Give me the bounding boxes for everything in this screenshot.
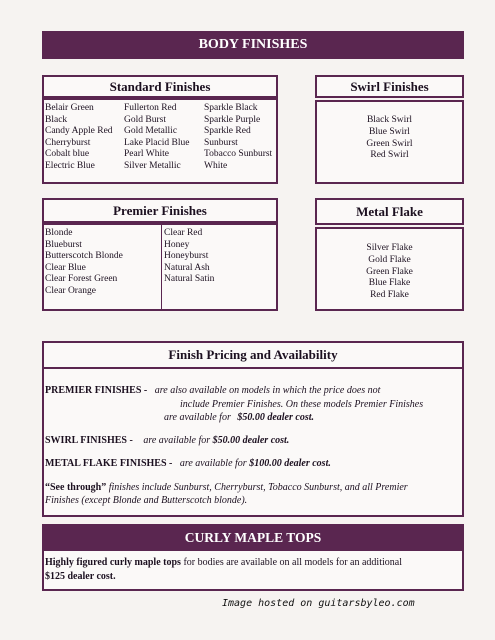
premier-pricing-line-2: include Premier Finishes. On these models Premier Finishes [180, 399, 424, 410]
curly-maple-text: for bodies are available on all models for an additional [183, 557, 402, 568]
watermark-text: Image hosted on guitarsbyleo.com [222, 598, 415, 609]
swirl-pricing-line [45, 434, 289, 448]
premier-pricing-line-3 [164, 411, 314, 425]
standard-col-3 [204, 103, 272, 172]
list-item: Blue Flake [368, 278, 411, 289]
curly-maple-line-1 [45, 556, 465, 570]
metal-pricing-label: METAL FLAKE FINISHES - [45, 458, 173, 469]
list-item: Clear Red [164, 228, 203, 238]
metal-pricing-pre: are available for [179, 458, 247, 469]
see-through-label: “See through” [45, 482, 107, 493]
standard-col-1 [45, 103, 113, 172]
list-item: Blueburst [45, 239, 82, 250]
list-item: Honey [164, 239, 190, 250]
premier-pricing-label: PREMIER FINISHES - [45, 385, 148, 396]
premier-pricing-price: $50.00 dealer cost. [237, 412, 314, 423]
premier-finishes-heading: Premier Finishes [113, 203, 207, 218]
standard-finishes-heading: Standard Finishes [109, 79, 211, 94]
list-item: Belair Green [45, 103, 94, 113]
list-item: Candy Apple Red [45, 126, 113, 136]
swirl-pricing-label: SWIRL FINISHES - [45, 435, 133, 446]
list-item: Honeyburst [164, 251, 209, 261]
see-through-line-2: Finishes (except Blonde and Butterscotch blonde). [45, 495, 248, 506]
list-item: Clear Orange [45, 285, 96, 296]
premier-finishes-title [42, 198, 278, 223]
standard-col-2 [124, 103, 189, 172]
list-item: Sparkle Black [204, 103, 258, 113]
see-through-text: finishes include Sunburst, Cherryburst, Tobacco Sunburst, and all Premier [108, 482, 408, 493]
list-item: Lake Placid Blue [124, 137, 190, 148]
premier-pricing-line-1 [45, 384, 465, 398]
metal-flake-heading: Metal Flake [356, 204, 423, 219]
standard-finishes-box [42, 98, 278, 184]
pricing-box [42, 369, 464, 517]
premier-col-1 [45, 228, 123, 297]
list-item: Blue Swirl [369, 126, 410, 137]
page-title: BODY FINISHES [198, 37, 308, 52]
list-item: Cherryburst [45, 137, 91, 148]
metal-flake-title [315, 198, 464, 225]
curly-maple-banner [42, 524, 464, 551]
pricing-heading: Finish Pricing and Availability [168, 347, 338, 362]
curly-maple-line-2: $125 dealer cost. [45, 571, 116, 582]
pricing-title [42, 341, 464, 369]
list-item: Red Flake [370, 290, 409, 301]
list-item: Butterscotch Blonde [45, 251, 123, 261]
list-item: Pearl White [124, 149, 169, 159]
list-item: Green Flake [366, 266, 413, 277]
swirl-finishes-box [315, 100, 464, 184]
list-item: Gold Burst [124, 114, 166, 125]
swirl-finishes-heading: Swirl Finishes [350, 79, 429, 94]
list-item: Cobalt blue [45, 149, 90, 159]
list-item: Blonde [45, 228, 73, 238]
metal-pricing-price: $100.00 dealer cost. [249, 458, 331, 469]
list-item: Gold Flake [368, 254, 411, 265]
list-item: Silver Flake [366, 243, 413, 253]
premier-col-2 [164, 228, 214, 286]
list-item: Green Swirl [366, 138, 413, 149]
list-item: Sparkle Purple [204, 114, 261, 125]
list-item: Sparkle Red [204, 126, 251, 136]
standard-finishes-title [42, 75, 278, 98]
premier-column-divider [161, 225, 162, 309]
swirl-pricing-price: $50.00 dealer cost. [212, 435, 290, 446]
premier-pricing-text: are also available on models in which the price does not [154, 385, 381, 396]
list-item: Natural Satin [164, 274, 215, 284]
see-through-line-1 [45, 481, 465, 495]
metal-pricing-line [45, 457, 331, 471]
list-item: Red Swirl [370, 150, 409, 161]
list-item: Electric Blue [45, 160, 95, 171]
curly-maple-heading: CURLY MAPLE TOPS [184, 530, 322, 545]
list-item: White [204, 160, 228, 171]
curly-maple-box [42, 551, 464, 591]
list-item: Silver Metallic [124, 160, 181, 171]
list-item: Gold Metallic [124, 126, 178, 136]
list-item: Clear Forest Green [45, 274, 118, 284]
swirl-pricing-pre: are available for [143, 435, 211, 446]
swirl-finishes-title [315, 75, 464, 98]
list-item: Tobacco Sunburst [204, 149, 273, 159]
curly-maple-bold: Highly figured curly maple tops [45, 557, 181, 568]
body-finishes-banner [42, 31, 464, 59]
list-item: Black [45, 114, 68, 125]
hosted-watermark [222, 598, 415, 609]
list-item: Black Swirl [366, 115, 413, 125]
premier-finishes-box [42, 223, 278, 311]
metal-flake-box [315, 227, 464, 311]
list-item: Clear Blue [45, 262, 86, 273]
premier-pricing-pre: are available for [164, 412, 231, 423]
list-item: Sunburst [204, 137, 238, 148]
list-item: Fullerton Red [124, 103, 177, 113]
list-item: Natural Ash [164, 262, 210, 273]
